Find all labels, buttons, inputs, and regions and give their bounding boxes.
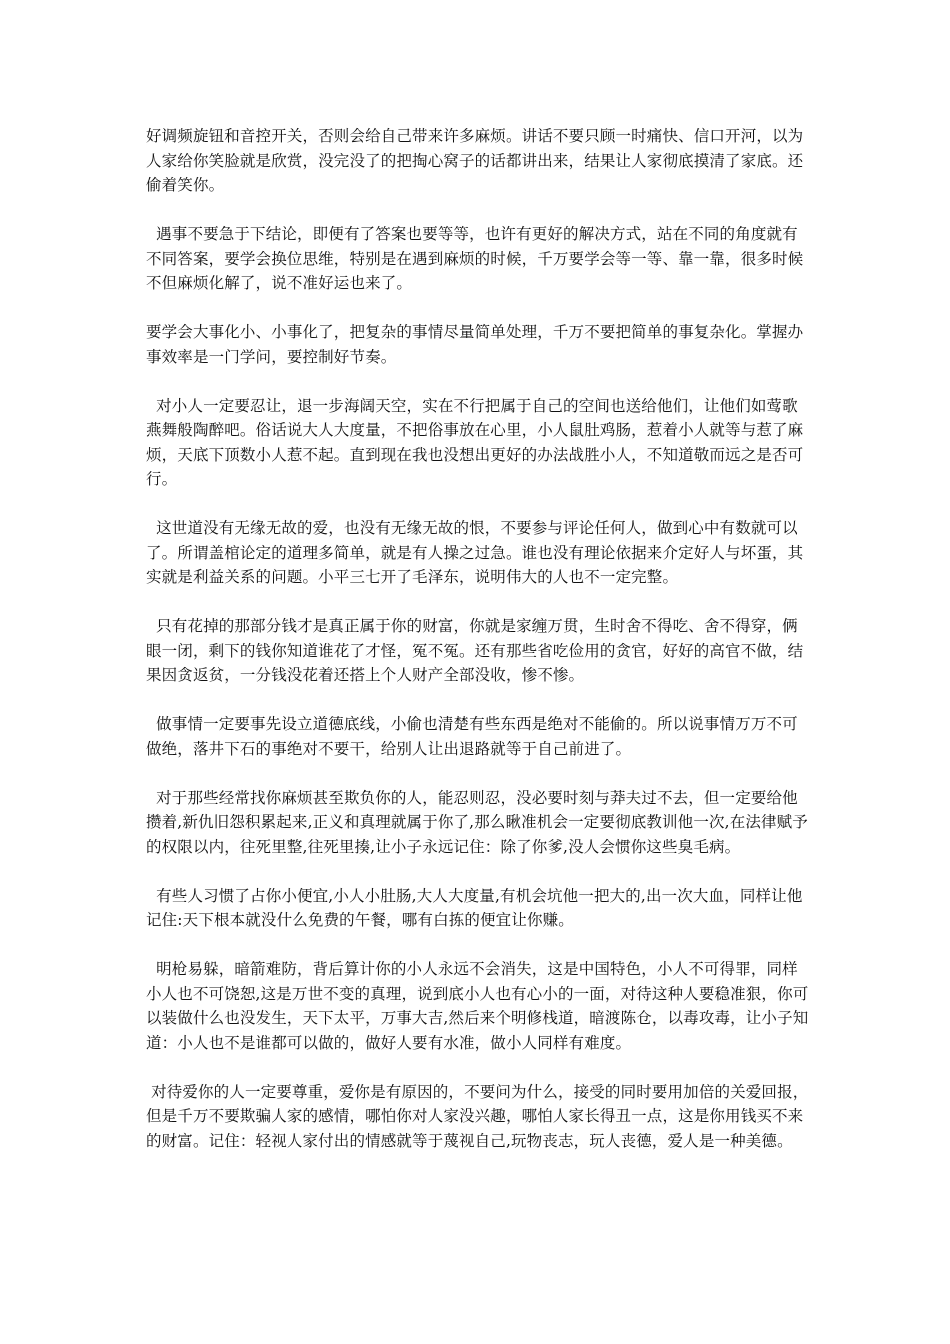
document-body xyxy=(146,124,812,1178)
paragraph: 对于那些经常找你麻烦甚至欺负你的人，能忍则忍，没必要时刻与莽夫过不去，但一定要给他攒着,新仇旧怨积累起来,正义和真理就属于你了,那么瞅准机会一定要彻底教训他一次,在法律赋予的权限以内，往死里整,往死里揍,让小子永远记住：除了你爹,没人会惯你这些臭毛病。 xyxy=(146,788,808,856)
paragraph: 好调频旋钮和音控开关，否则会给自己带来许多麻烦。讲话不要只顾一时痛快、信口开河，以为人家给你笑脸就是欣赏，没完没了的把掏心窝子的话都讲出来，结果让人家彻底摸清了家底。还偷着笑你。 xyxy=(146,127,804,194)
paragraph: 遇事不要急于下结论，即便有了答案也要等等，也许有更好的解决方式，站在不同的角度就有不同答案，要学会换位思维，特别是在遇到麻烦的时候，千万要学会等一等、靠一靠，很多时候不但麻烦化解了，说不准好运也来了。 xyxy=(146,225,804,292)
paragraph: 对小人一定要忍让，退一步海阔天空，实在不行把属于自己的空间也送给他们，让他们如莺歌燕舞般陶醉吧。俗话说大人大度量，不把俗事放在心里，小人鼠肚鸡肠，惹着小人就等与惹了麻烦，天底下顶数小人惹不起。直到现在我也没想出更好的办法战胜小人，不知道敬而远之是否可行。 xyxy=(146,396,804,488)
paragraph: 要学会大事化小、小事化了，把复杂的事情尽量简单处理，千万不要把简单的事复杂化。掌握办事效率是一门学问，要控制好节奏。 xyxy=(146,323,804,366)
paragraph: 对待爱你的人一定要尊重，爱你是有原因的，不要问为什么，接受的同时要用加倍的关爱回报，但是千万不要欺骗人家的感情，哪怕你对人家没兴趣，哪怕人家长得丑一点，这是你用钱买不来的财富。记住：轻视人家付出的情感就等于蔑视自己,玩物丧志，玩人丧德，爱人是一种美德。 xyxy=(146,1082,809,1150)
paragraph: 明枪易躲，暗箭难防，背后算计你的小人永远不会消失，这是中国特色，小人不可得罪，同样小人也不可饶恕,这是万世不变的真理，说到底小人也有心小的一面，对待这种人要稳准狠，你可以装做什么也没发生，天下太平，万事大吉,然后来个明修栈道，暗渡陈仓，以毒攻毒，让小子知道：小人也不是谁都可以做的，做好人要有水准，做小人同样有难度。 xyxy=(146,960,809,1052)
paragraph: 做事情一定要事先设立道德底线，小偷也清楚有些东西是绝对不能偷的。所以说事情万万不可做绝，落井下石的事绝对不要干，给别人让出退路就等于自己前进了。 xyxy=(146,715,798,758)
paragraph: 这世道没有无缘无故的爱，也没有无缘无故的恨，不要参与评论任何人，做到心中有数就可以了。所谓盖棺论定的道理多简单，就是有人操之过急。谁也没有理论依据来介定好人与坏蛋，其实就是利益关系的问题。小平三七开了毛泽东，说明伟大的人也不一定完整。 xyxy=(146,519,804,586)
paragraph: 有些人习惯了占你小便宜,小人小肚肠,大人大度量,有机会坑他一把大的,出一次大血，同样让他记住:天下根本就没什么免费的午餐，哪有白拣的便宜让你赚。 xyxy=(146,886,803,929)
paragraph: 只有花掉的那部分钱才是真正属于你的财富，你就是家缠万贯，生时舍不得吃、舍不得穿，俩眼一闭，剩下的钱你知道谁花了才怪，冤不冤。还有那些省吃俭用的贪官，好好的高官不做，结果因贪返贫，一分钱没花着还搭上个人财产全部没收，惨不惨。 xyxy=(146,617,804,684)
